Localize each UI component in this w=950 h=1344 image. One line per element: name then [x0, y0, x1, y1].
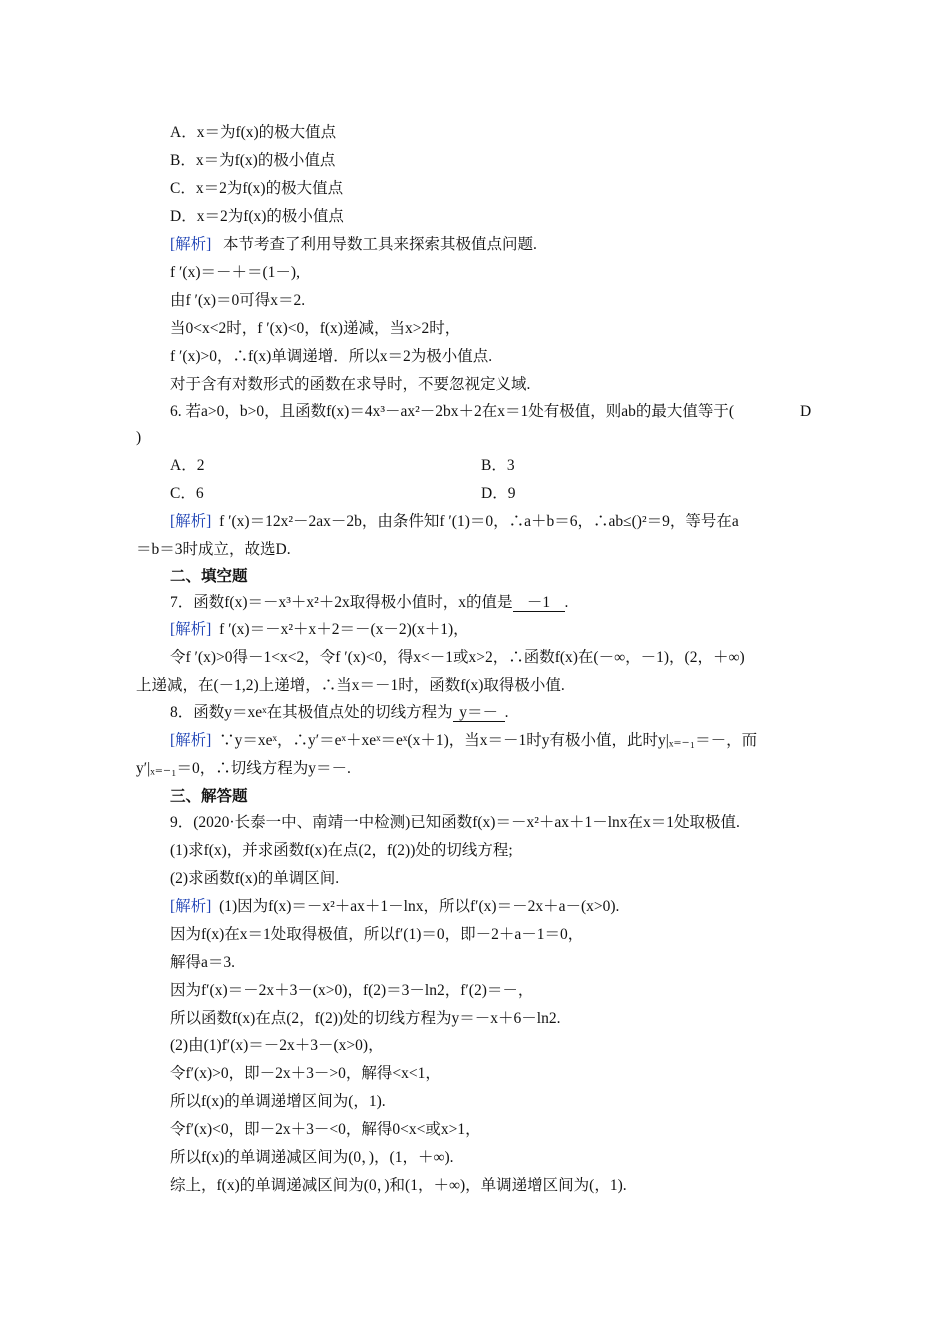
analysis-line: 解得a＝3.: [170, 954, 236, 971]
question-7-blank: －1: [513, 594, 565, 612]
analysis-text: 本节考查了利用导数工具来探索其极值点问题.: [222, 236, 537, 253]
analysis-line: 对于含有对数形式的函数在求导时，不要忽视定义域.: [170, 376, 531, 393]
option-c: C．x＝2为f(x)的极大值点: [170, 180, 344, 197]
analysis-line: 由f ′(x)＝0可得x＝2.: [170, 292, 306, 309]
section-heading-answers: 三、解答题: [170, 788, 248, 805]
question-7-end: .: [564, 594, 569, 611]
analysis-line: [170, 620, 469, 640]
analysis-line: 令f′(x)<0，即－2x＋3－<0，解得0<x<或x>1，: [170, 1121, 481, 1138]
analysis-line: f ′(x)＝－＋＝(1－),: [170, 264, 300, 281]
option-b: B．x＝为f(x)的极小值点: [170, 152, 336, 169]
question-8-end: .: [504, 704, 509, 721]
option-a: A．x＝为f(x)的极大值点: [170, 124, 337, 141]
analysis-line: 综上，f(x)的单调递减区间为(0，)和(1，＋∞)，单调递增区间为(，1).: [170, 1177, 627, 1194]
analysis-line: 令f ′(x)>0得－1<x<2，令f ′(x)<0，得x<－1或x>2，∴函数f(x)在(－∞，－1)，(2，＋∞): [170, 649, 745, 666]
option-c: C．6: [170, 485, 204, 502]
analysis-text: ∵y＝xeˣ，∴y′＝eˣ＋xeˣ＝eˣ(x＋1)，当x＝－1时y有极小值，此时y|ₓ₌₋₁＝－，而: [219, 732, 758, 749]
analysis-line: [170, 731, 757, 751]
option-d: D．x＝2为f(x)的极小值点: [170, 208, 344, 225]
analysis-line: f ′(x)>0，∴f(x)单调递增．所以x＝2为极小值点.: [170, 348, 493, 365]
option-a: A．2: [170, 457, 205, 474]
question-8-text: 8．函数y＝xeˣ在其极值点处的切线方程为: [170, 704, 453, 721]
analysis-text: f ′(x)＝－x²＋x＋2＝－(x－2)(x＋1)，: [219, 621, 469, 638]
question-6-close: ): [136, 429, 142, 446]
analysis-line: ＝b＝3时成立，故选D.: [136, 541, 291, 558]
question-7-text: 7．函数f(x)＝－x³＋x²＋2x取得极小值时，x的值是: [170, 594, 513, 611]
analysis-line: [170, 512, 739, 532]
analysis-line: 上递减，在(－1,2)上递增，∴当x＝－1时，函数f(x)取得极小值.: [136, 677, 565, 694]
analysis-line: [170, 897, 619, 917]
analysis-tag: [解析]: [170, 513, 212, 530]
option-d: D．9: [481, 485, 516, 502]
analysis-line: y′|ₓ₌₋₁＝0，∴切线方程为y＝－.: [136, 760, 351, 777]
question-7: [170, 593, 568, 613]
question-6-answer: D: [800, 403, 812, 420]
question-9: 9．(2020·长泰一中、南靖一中检测)已知函数f(x)＝－x²＋ax＋1－lnx在x＝1处取极值.: [170, 814, 740, 831]
question-9-part-2: (2)求函数f(x)的单调区间.: [170, 870, 340, 887]
analysis-line: 因为f′(x)＝－2x＋3－(x>0)，f(2)＝3－ln2，f′(2)＝－，: [170, 982, 534, 999]
question-9-part-1: (1)求f(x)，并求函数f(x)在点(2，f(2))处的切线方程;: [170, 842, 513, 859]
analysis-tag: [解析]: [170, 732, 212, 749]
analysis-line: 当0<x<2时，f ′(x)<0，f(x)递减，当x>2时，: [170, 320, 461, 337]
analysis-tag: [解析]: [170, 236, 212, 253]
question-8-blank: y＝－: [453, 704, 505, 722]
analysis-line: 所以函数f(x)在点(2，f(2))处的切线方程为y＝－x＋6－ln2.: [170, 1010, 561, 1027]
question-6: 6. 若a>0，b>0，且函数f(x)＝4x³－ax²－2bx＋2在x＝1处有极值，则ab的最大值等于(: [170, 403, 735, 420]
analysis-line: 所以f(x)的单调递减区间为(0，)，(1，＋∞).: [170, 1149, 454, 1166]
analysis-text: f ′(x)＝12x²－2ax－2b，由条件知f ′(1)＝0，∴a＋b＝6，∴ab≤()²＝9，等号在a: [219, 513, 739, 530]
analysis-line: 因为f(x)在x＝1处取得极值，所以f′(1)＝0，即－2＋a－1＝0，: [170, 926, 584, 943]
analysis-line: [170, 235, 537, 255]
analysis-text: (1)因为f(x)＝－x²＋ax＋1－lnx，所以f′(x)＝－2x＋a－(x>0).: [219, 898, 620, 915]
analysis-tag: [解析]: [170, 621, 212, 638]
analysis-line: 令f′(x)>0，即－2x＋3－>0，解得<x<1，: [170, 1065, 441, 1082]
option-b: B．3: [481, 457, 515, 474]
question-8: [170, 703, 509, 723]
section-heading-fill-in: 二、填空题: [170, 568, 248, 585]
analysis-line: 所以f(x)的单调递增区间为(，1).: [170, 1093, 386, 1110]
analysis-line: (2)由(1)f′(x)＝－2x＋3－(x>0)，: [170, 1037, 384, 1054]
analysis-tag: [解析]: [170, 898, 212, 915]
